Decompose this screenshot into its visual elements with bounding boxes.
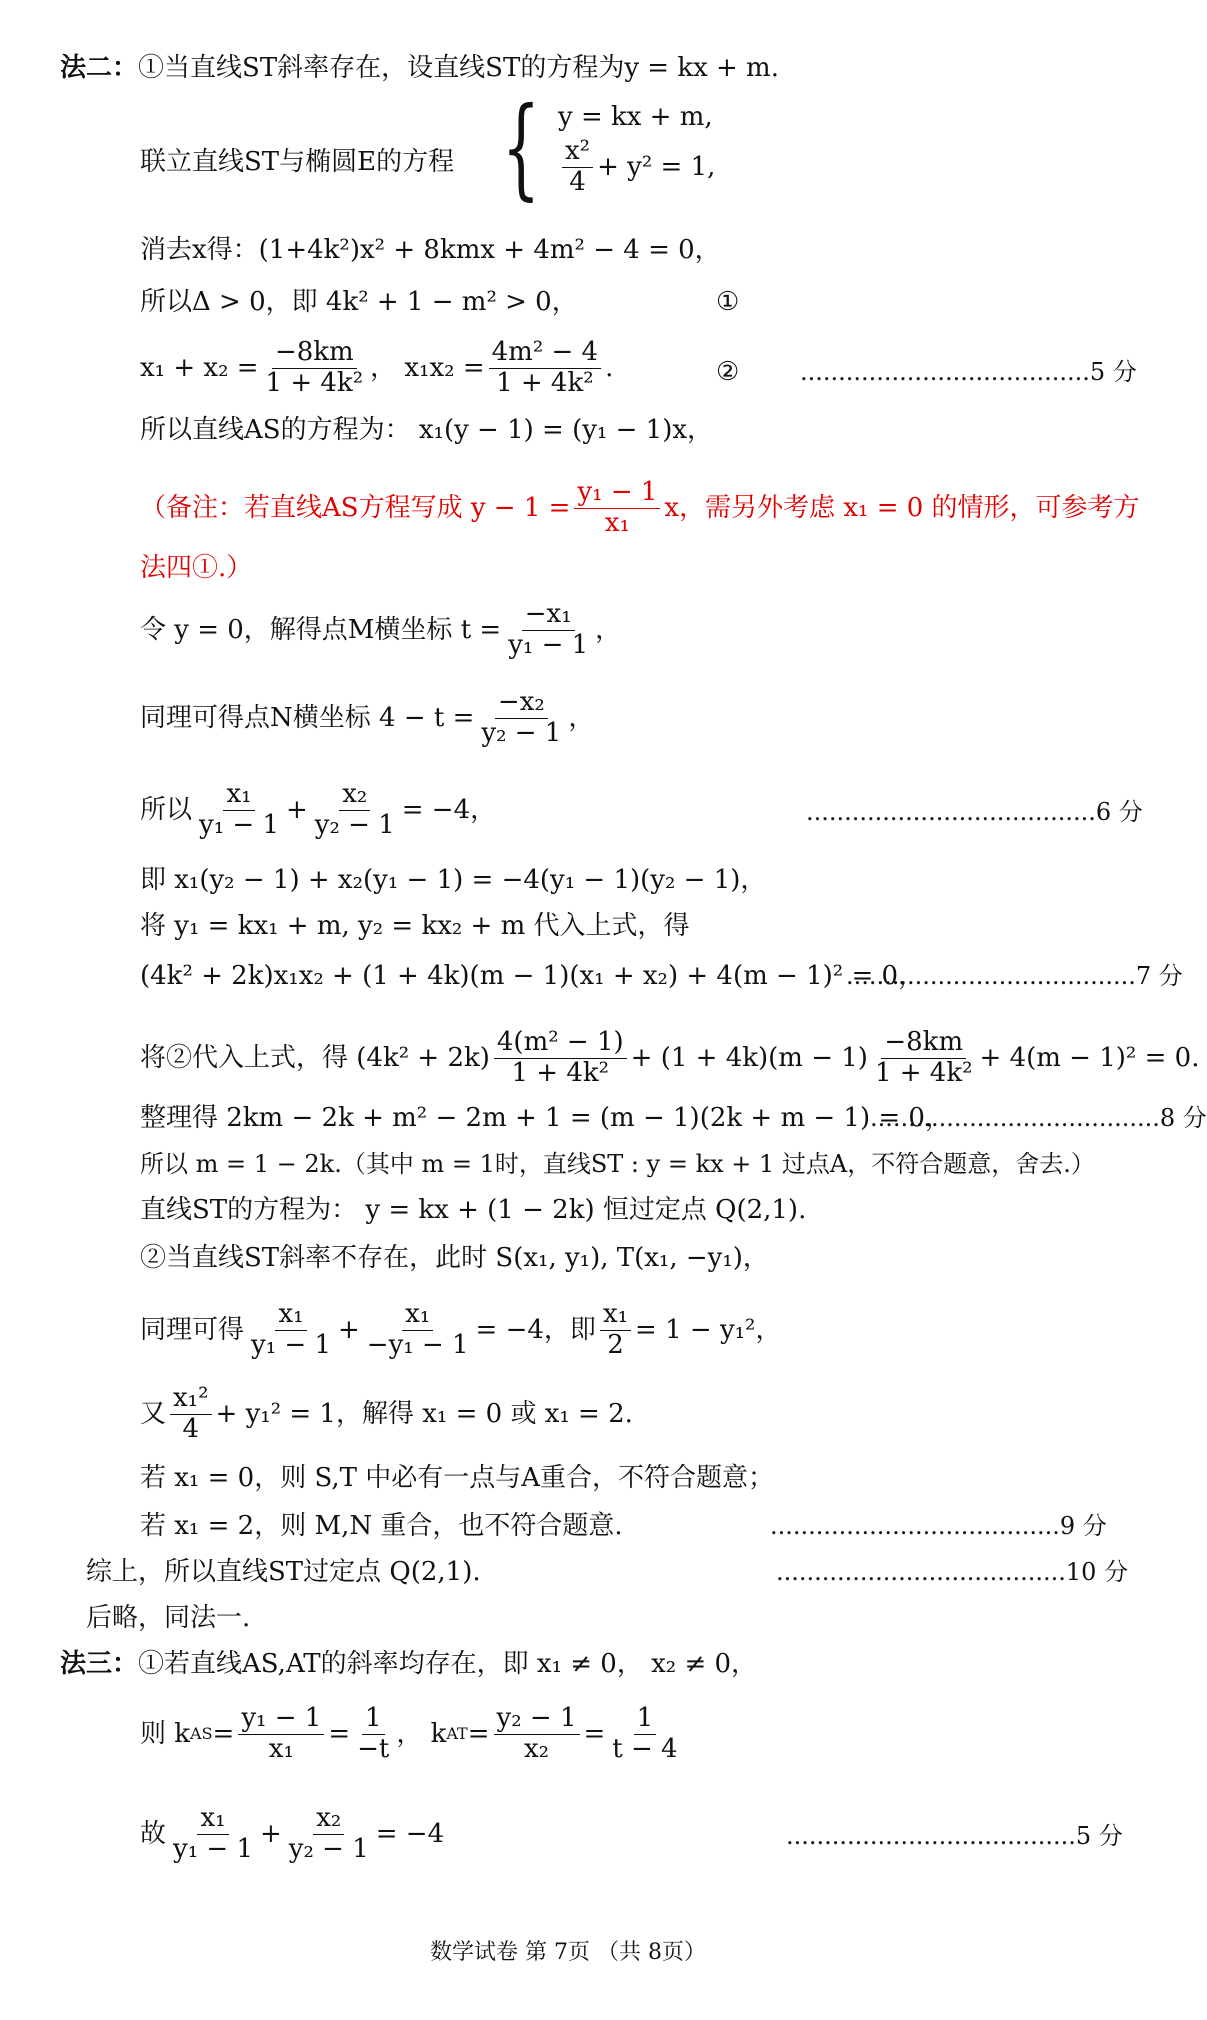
method-two-intro: 法二：①当直线ST斜率存在，设直线ST的方程为y = kx + m. <box>60 53 779 83</box>
discriminant-line: 所以Δ > 0，即 4k² + 1 − m² > 0， <box>140 287 578 317</box>
equation-system: { y = kx + m, $\frac{\text{x²}}{4}$ + y² = 1, <box>501 83 716 211</box>
score-leader: ......................................8 分 <box>870 1104 1207 1132</box>
method-three-intro: 法三：①若直线AS,AT的斜率均存在，即 x₁ ≠ 0， x₂ ≠ 0， <box>60 1649 758 1679</box>
case-two-line: ②当直线ST斜率不存在，此时 S(x₁, y₁), T(x₁, −y₁)， <box>140 1243 769 1273</box>
substitute-vieta-line: 将②代入上式，得 (4k² + 2k) $\frac{\text{4(m² − 1)}}{\text{1 + 4k²}}$ + (1 + 4k)(m − 1) $\frac{-8km}{\text{1 + 4k²}}$ + 4(m − 1)² = 0. <box>140 1027 1200 1088</box>
polynomial-line: (4k² + 2k)x₁x₂ + (1 + 4k)(m − 1)(x₁ + x₂) + 4(m − 1)² = 0， <box>140 961 925 991</box>
brace-icon: { <box>501 83 541 211</box>
equation-tag-1: ① <box>716 287 740 317</box>
substitute-line: 将 y₁ = kx₁ + m, y₂ = kx₂ + m 代入上式，得 <box>140 911 690 941</box>
red-note-cont: 法四①.） <box>140 553 253 583</box>
system-line: 联立直线ST与椭圆E的方程 <box>140 147 455 177</box>
score-leader: ......................................7 分 <box>846 962 1183 990</box>
eliminate-x-line: 消去x得：(1+4k²)x² + 8kmx + 4m² − 4 = 0， <box>140 235 721 265</box>
slopes-line: 则 k AS = $\frac{\text{y₁ − 1}}{\text{x₁}}$ = $\frac{1}{-t}$ ， k AT = $\frac{\text{y₂ − 1}}{\text{x₂}}$ = $\frac{1}{t - 4}$ <box>140 1703 678 1764</box>
similar-line: 同理可得 $\frac{\text{x₁}}{\text{y₁ − 1}}$ + $\frac{\text{x₁}}{\text{−y₁ − 1}}$ = −4，即 $\frac{\text{x₁}}{2}$ = 1 − y₁²， <box>140 1299 782 1360</box>
point-m-line: 令 y = 0，解得点M横坐标 t = $\frac{\text{−x₁}}{\text{y₁ − 1}}$ ， <box>140 599 622 660</box>
method-three-heading: 法三： <box>60 1649 139 1679</box>
line-as-equation: 所以直线AS的方程为： x₁(y − 1) = (y₁ − 1)x， <box>140 415 714 445</box>
omitted-line: 后略，同法一. <box>86 1603 251 1633</box>
method-three-sum: 故 $\frac{\text{x₁}}{\text{y₁ − 1}}$ + $\frac{\text{x₂}}{\text{y₂ − 1}}$ = −4 <box>140 1803 445 1864</box>
ellipse-constraint-line: 又 $\frac{\text{x₁²}}{4}$ + y₁² = 1，解得 x₁ = 0 或 x₁ = 2. <box>140 1383 633 1444</box>
expanded-line: 即 x₁(y₂ − 1) + x₂(y₁ − 1) = −4(y₁ − 1)(y₂ − 1)， <box>140 865 767 895</box>
equation-tag-2: ② <box>716 357 740 387</box>
vieta-line: x₁ + x₂ = $\frac{-8km}{\text{1 + 4k²}}$ ， x₁x₂ = $\frac{\text{4m² − 4}}{\text{1 + 4k²}}$ . <box>140 337 614 398</box>
case-x1-two: 若 x₁ = 2，则 M,N 重合，也不符合题意. <box>140 1511 623 1541</box>
m-result-line: 所以 m = 1 − 2k.（其中 m = 1时，直线ST : y = kx + 1 过点A，不符合题意，舍去.） <box>140 1150 1095 1178</box>
score-leader: ......................................10 分 <box>776 1558 1129 1586</box>
point-n-line: 同理可得点N横坐标 4 − t = $\frac{\text{−x₂}}{\text{y₂ − 1}}$ ， <box>140 687 595 748</box>
factor-line: 整理得 2km − 2k + m² − 2m + 1 = (m − 1)(2k + m − 1) = 0， <box>140 1103 951 1133</box>
score-leader: ......................................6 分 <box>806 798 1143 826</box>
score-leader: ......................................9 分 <box>770 1512 1107 1540</box>
conclusion-line: 综上，所以直线ST过定点 Q(2,1). <box>86 1557 481 1587</box>
page-footer: 数学试卷 第 7页 （共 8页） <box>430 1940 706 1965</box>
case-x1-zero: 若 x₁ = 0，则 S,T 中必有一点与A重合，不符合题意； <box>140 1463 775 1493</box>
score-leader: ......................................5 分 <box>786 1822 1123 1850</box>
red-note: （备注：若直线AS方程写成 y − 1 = $\frac{\text{y₁ − 1}}{\text{x₁}}$ x，需另外考虑 x₁ = 0 的情形，可参考方 <box>140 477 1140 538</box>
fixed-point-line: 直线ST的方程为： y = kx + (1 − 2k) 恒过定点 Q(2,1). <box>140 1195 807 1225</box>
method-two-heading: 法二： <box>60 53 139 83</box>
sum-line: 所以 $\frac{\text{x₁}}{\text{y₁ − 1}}$ + $\frac{\text{x₂}}{\text{y₂ − 1}}$ = −4， <box>140 779 497 840</box>
score-leader: ......................................5 分 <box>800 358 1137 386</box>
